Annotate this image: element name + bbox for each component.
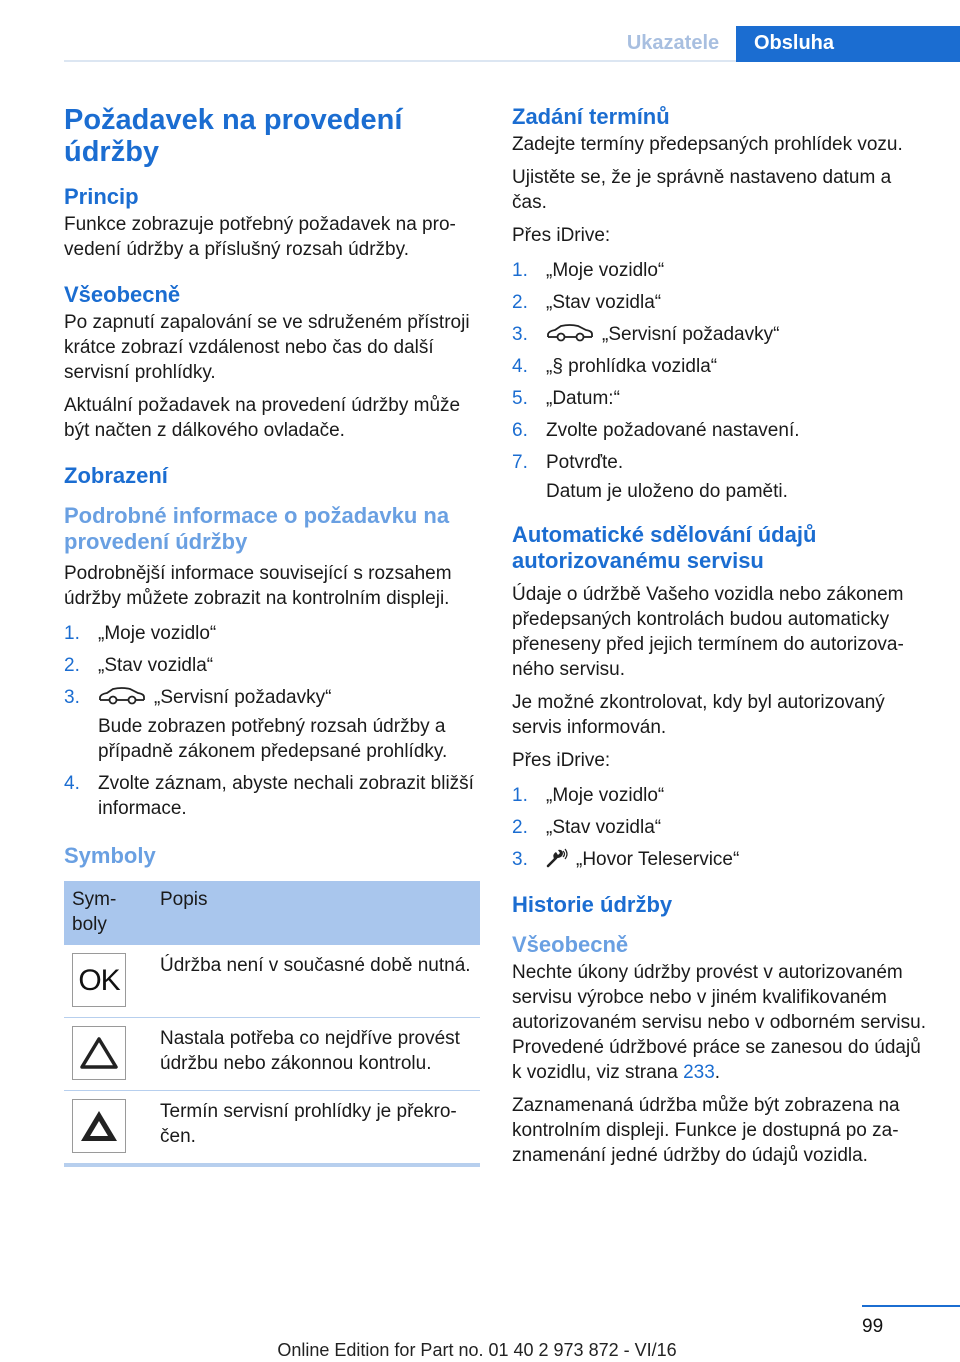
heading-automaticke-sdelovani: Automatické sdělování údajů autorizovanému servisu <box>512 522 817 573</box>
table-cell: Nastala potřeba co nejdříve provést údržbu nebo zákonnou kontrolu. <box>152 1018 480 1091</box>
vseobecne-text-1: Po zapnutí zapalování se ve sdruženém přístroji krátce zobrazí vzdálenost nebo čas do další servisní prohlídky. <box>64 312 470 383</box>
ok-icon: OK <box>72 953 126 1007</box>
list-item: 2. „Stav vozidla“ <box>64 655 214 676</box>
symbols-table <box>64 881 480 1163</box>
table-row <box>64 1018 480 1091</box>
heading-princip: Princip <box>64 184 139 209</box>
warning-triangle-outline-icon <box>72 1026 126 1080</box>
list-item: 6. Zvolte požadované nastavení. <box>512 420 800 441</box>
list-item: 1. „Moje vozidlo“ <box>512 785 665 806</box>
heading-symboly: Symboly <box>64 843 156 868</box>
steps-list-left <box>64 621 480 821</box>
table-cell: Údržba není v současné době nutná. <box>152 945 480 1018</box>
steps-list-right-2 <box>512 783 928 872</box>
right-column <box>512 100 928 1176</box>
list-item: 2. „Stav vozidla“ <box>512 817 662 838</box>
heading-historie-vseobecne: Všeobecně <box>512 932 629 957</box>
heading-vseobecne: Všeobecně <box>64 282 181 307</box>
auto-text-1: Údaje o údržbě Vašeho vozidla nebo zákonem předepsaných kontrolách budou automaticky přeneseny před jejich termínem do autorizovaného servisu. <box>512 584 904 680</box>
table-row <box>64 945 480 1018</box>
auto-text-2: Je možné zkontrolovat, kdy byl autorizovaný servis informován. <box>512 692 885 738</box>
vseobecne-text-2: Aktuální požadavek na provedení údržby může být načten z dálkového ovladače. <box>64 395 461 441</box>
table-row <box>64 1091 480 1164</box>
table-cell: Termín servisní prohlídky je překročen. <box>160 1101 457 1147</box>
auto-text-3: Přes iDrive: <box>512 750 611 771</box>
edition-footer: Online Edition for Part no. 01 40 2 973 872 - VI/16 <box>277 1340 677 1360</box>
page-number-rule <box>862 1305 960 1307</box>
teleservice-wrench-icon <box>546 848 568 868</box>
princip-text: Funkce zobrazuje potřebný požadavek na provedení údržby a příslušný rozsah údržby. <box>64 214 456 260</box>
heading-podrobne-informace: Podrobné informace o požadavku na provedení údržby <box>64 503 450 554</box>
historie-text-2: Zaznamenaná údržba může být zobrazena na kontrolním displeji. Funkce je dostupná po zaznamenání jedné údržby do údajů vozidla. <box>512 1095 900 1166</box>
heading-zobrazeni: Zobrazení <box>64 463 168 488</box>
list-item: 3. „Servisní požadavky“ Bude zobrazen potřebný rozsah údržby a případně zákonem předepsané prohlídky. <box>64 687 448 762</box>
page-number: 99 <box>862 1316 884 1337</box>
zadani-text-3: Přes iDrive: <box>512 225 611 246</box>
warning-triangle-filled-icon <box>72 1099 126 1153</box>
podrobne-text: Podrobnější informace související s rozsahem údržby můžete zobrazit na kontrolním displeji. <box>64 563 452 609</box>
tab-obsluha[interactable]: Obsluha <box>736 26 960 62</box>
table-header-description: Popis <box>152 881 480 945</box>
heading-historie-udrzby: Historie údržby <box>512 892 673 917</box>
table-header-symbols: Symboly <box>64 881 152 945</box>
left-column <box>64 100 480 1167</box>
historie-text-1: Nechte úkony údržby provést v autorizovaném servisu výrobce nebo v jiném kvalifikovaném autorizovaném servisu nebo v odborném servisu. Provedené údržbové práce se zanesou do údajů k vozidlu, viz strana 233. <box>512 962 926 1083</box>
zadani-text-1: Zadejte termíny předepsaných prohlídek vozu. <box>512 134 903 155</box>
list-item: 3. „Servisní požadavky“ <box>512 324 780 345</box>
table-bottom-rule <box>64 1163 480 1167</box>
heading-zadani-terminu: Zadání termínů <box>512 104 670 129</box>
list-item: 4. Zvolte záznam, abyste nechali zobrazit bližší informace. <box>64 773 474 819</box>
page-title: Požadavek na provedení údržby <box>64 104 403 168</box>
zadani-text-2: Ujistěte se, že je správně nastaveno datum a čas. <box>512 167 892 213</box>
list-item: 5. „Datum:“ <box>512 388 620 409</box>
list-item: 4. „§ prohlídka vozidla“ <box>512 356 718 377</box>
steps-list-right <box>512 258 928 504</box>
list-item: 3. „Hovor Teleservice“ <box>512 849 740 870</box>
page-link-233[interactable]: 233 <box>683 1062 715 1083</box>
list-item: 1. „Moje vozidlo“ <box>64 623 217 644</box>
list-item: 2. „Stav vozidla“ <box>512 292 662 313</box>
list-item: 7. Potvrďte. Datum je uloženo do paměti. <box>512 452 788 502</box>
car-service-icon <box>546 323 594 343</box>
tab-ukazatele[interactable]: Ukazatele <box>626 32 720 54</box>
car-service-icon <box>98 686 146 706</box>
list-item: 1. „Moje vozidlo“ <box>512 260 665 281</box>
